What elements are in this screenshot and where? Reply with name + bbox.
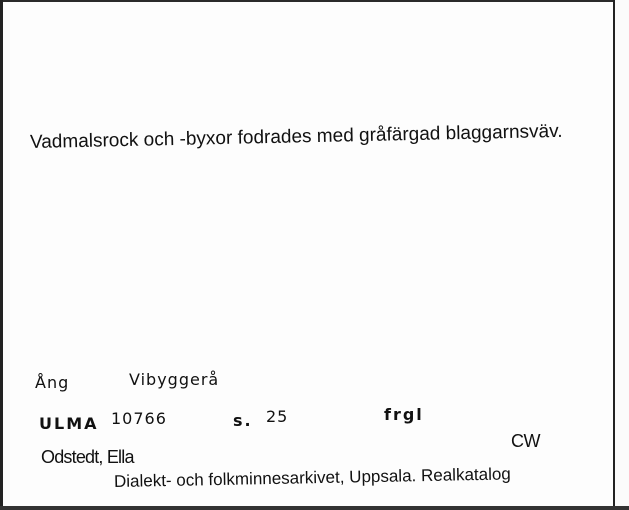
province-label: Ång xyxy=(35,373,70,392)
ulma-number: 10766 xyxy=(111,409,167,428)
card-bottom-edge xyxy=(0,506,629,510)
cw-initials: CW xyxy=(511,431,540,451)
card-main-text: Vadmalsrock och -byxor fodrades med gråfärgad blaggarnsväv. xyxy=(29,120,563,153)
archive-index-card xyxy=(3,0,615,510)
page-value: 25 xyxy=(266,407,289,426)
frgl-code: frgl xyxy=(384,405,424,424)
scan-right-margin xyxy=(615,0,629,510)
card-top-edge xyxy=(3,0,615,2)
archive-footer: Dialekt- och folkminnesarkivet, Uppsala. Realkatalog xyxy=(113,464,511,491)
parish-value: Vibyggerå xyxy=(129,370,220,389)
page-label: s. xyxy=(233,411,253,430)
collector-name: Odstedt, Ella xyxy=(41,447,134,467)
ulma-label: ULMA xyxy=(39,414,99,433)
